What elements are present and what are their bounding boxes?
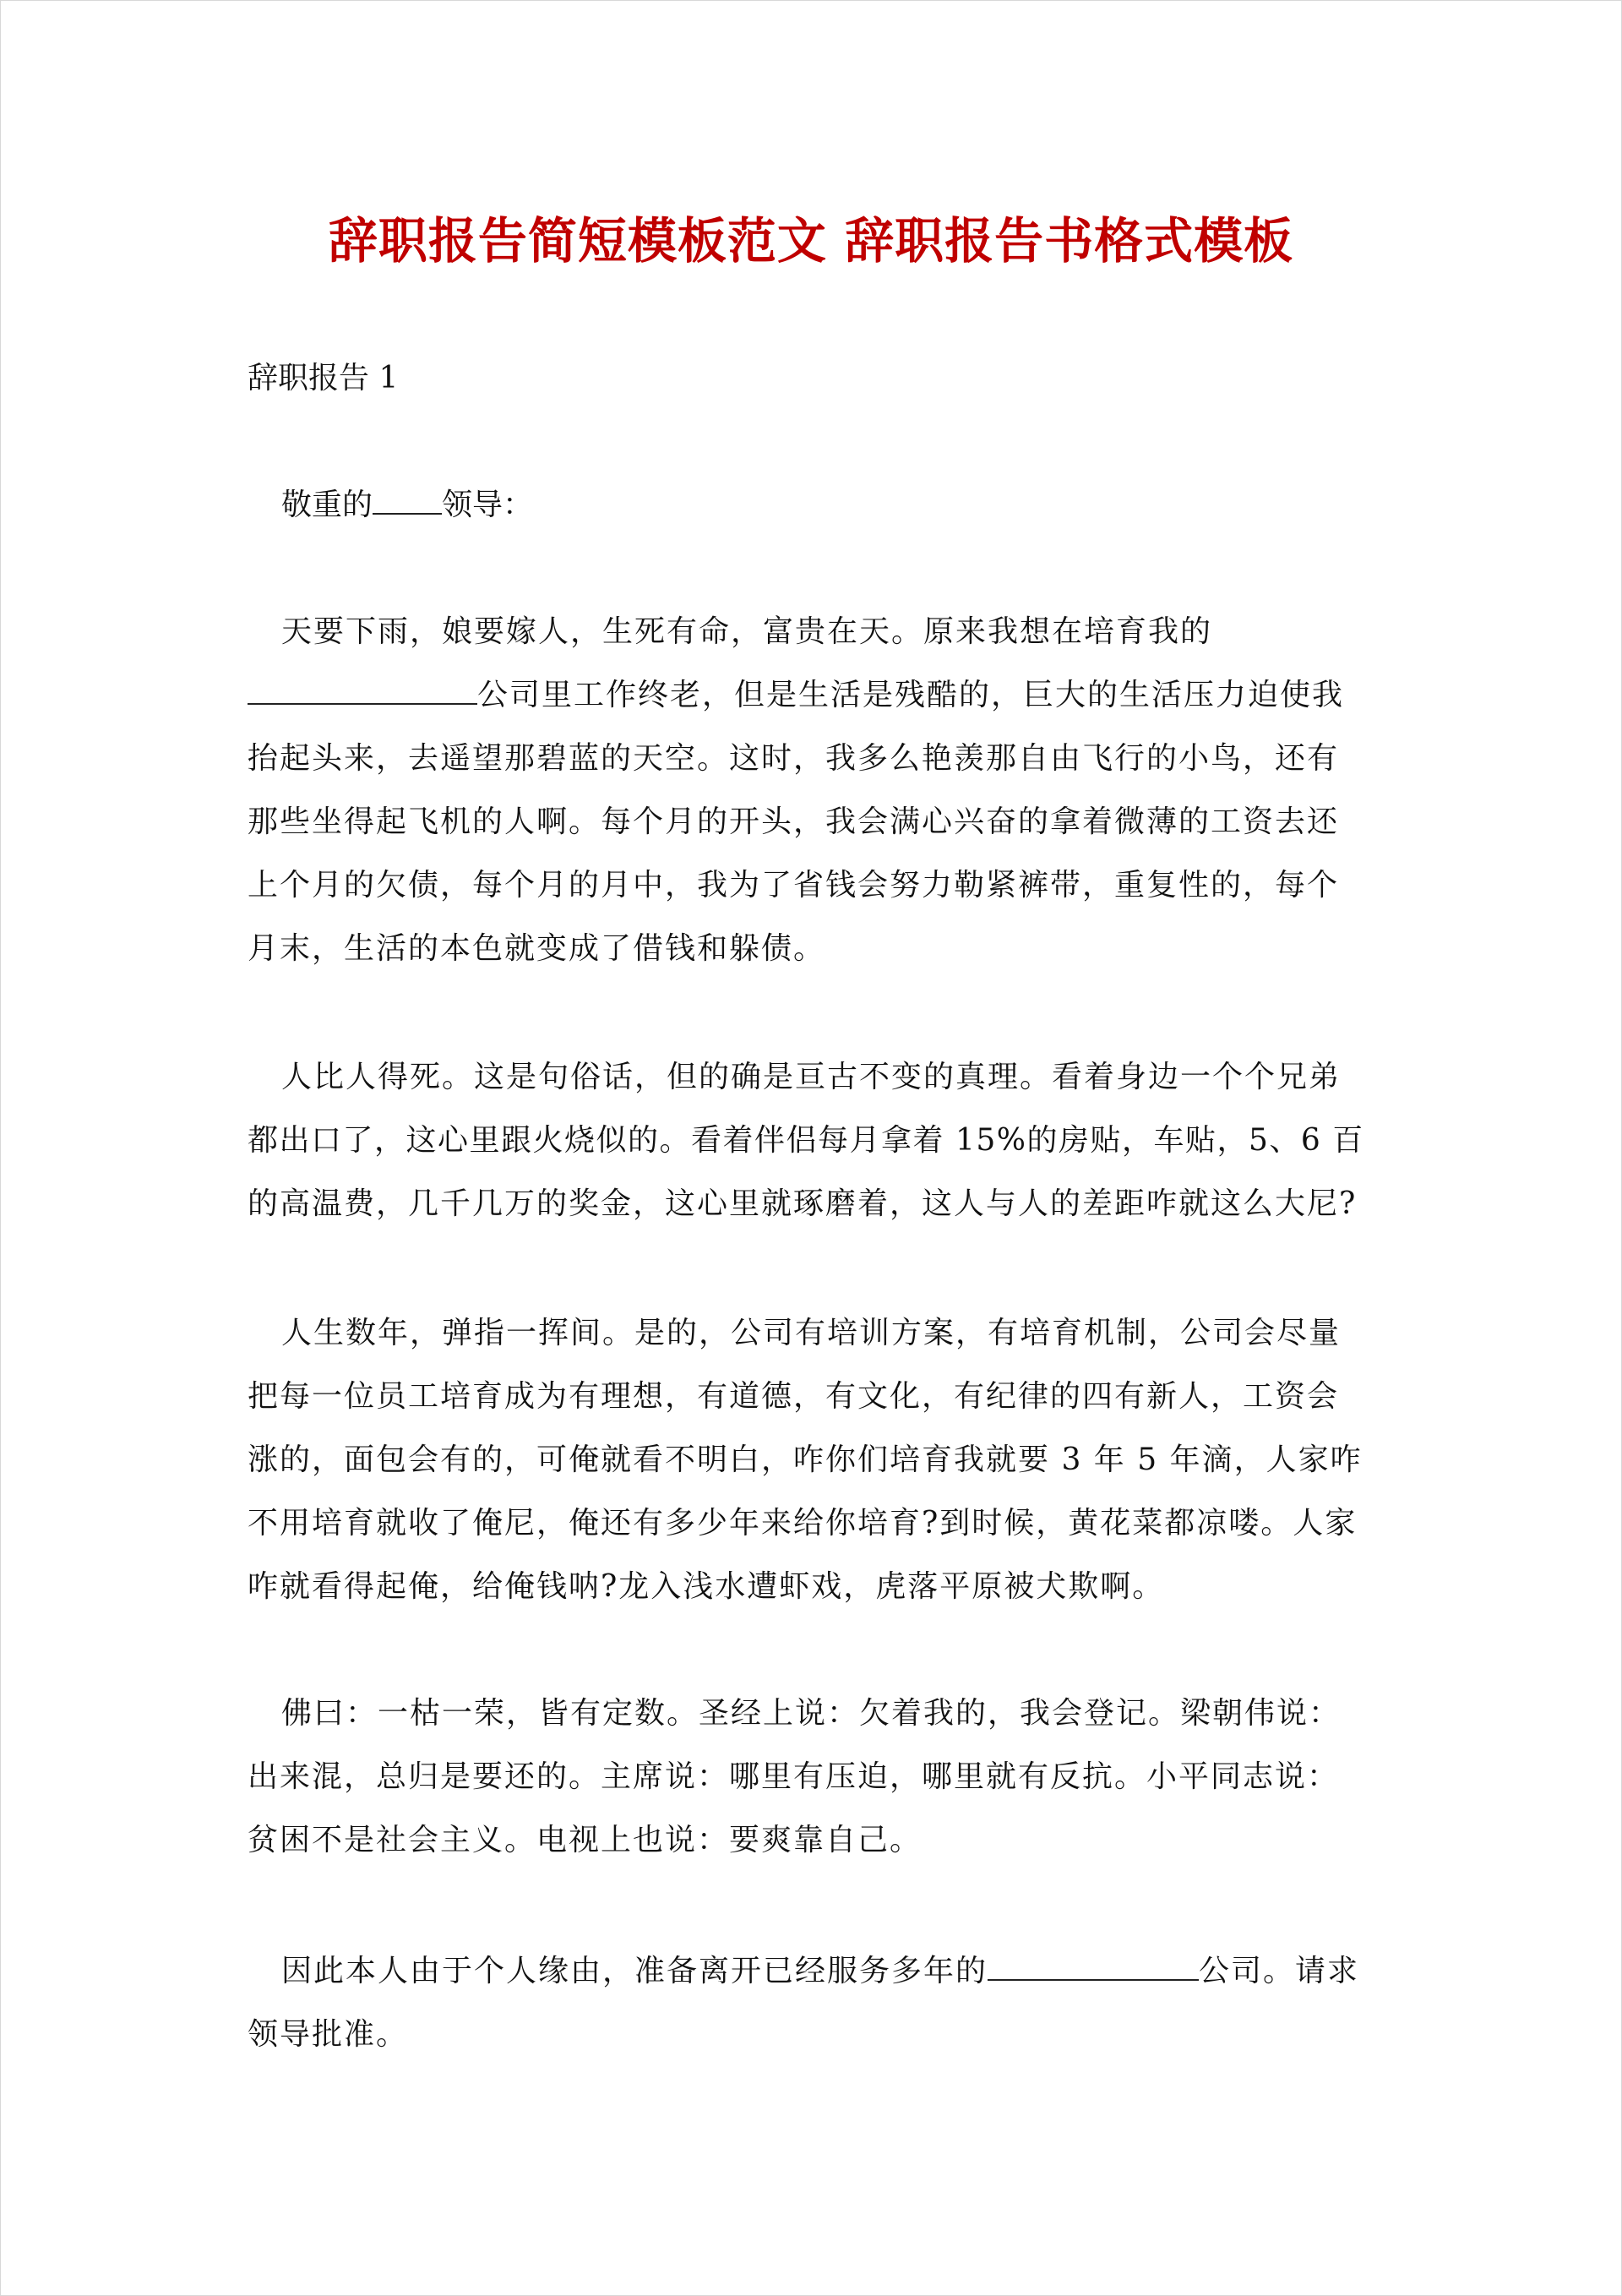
paragraph-line-text: 公司里工作终老，但是生活是残酷的，巨大的生活压力迫使我 xyxy=(477,678,1345,712)
paragraph-4 xyxy=(248,1682,1375,1872)
paragraph-line: 佛曰：一枯一荣，皆有定数。圣经上说：欠着我的，我会登记。梁朝伟说： xyxy=(281,1696,1342,1731)
paragraph-line: 人生数年，弹指一挥间。是的，公司有培训方案，有培育机制，公司会尽量 xyxy=(281,1316,1342,1350)
salutation-suffix: 领导： xyxy=(442,488,534,522)
paragraph-line: 涨的，面包会有的，可俺就看不明白，咋你们培育我就要 3 年 5 年滴，人家咋 xyxy=(248,1442,1363,1477)
paragraph-line: 咋就看得起俺，给俺钱呐?龙入浅水遭虾戏，虎落平原被犬欺啊。 xyxy=(248,1569,1165,1604)
paragraph-line-text: 因此本人由于个人缘由，准备离开已经服务多年的 xyxy=(281,1954,988,1988)
paragraph-1 xyxy=(248,600,1375,980)
paragraph-line: 领导批准。 xyxy=(248,2017,409,2052)
paragraph-line: 上个月的欠债，每个月的月中，我为了省钱会努力勒紧裤带，重复性的，每个 xyxy=(248,868,1340,903)
paragraph-line: 都出口了，这心里跟火烧似的。看着伴侣每月拿着 15%的房贴，车贴，5、6 百 xyxy=(248,1123,1364,1158)
paragraph-line xyxy=(248,1939,1375,2003)
salutation-prefix: 敬重的 xyxy=(281,488,373,522)
paragraph-line-text: 公司。请求 xyxy=(1199,1954,1360,1988)
paragraph-line: 出来混，总归是要还的。主席说：哪里有压迫，哪里就有反抗。小平同志说： xyxy=(248,1759,1340,1794)
salutation xyxy=(281,482,533,529)
paragraph-line: 不用培育就收了俺尼，俺还有多少年来给你培育?到时候，黄花菜都凉喽。人家 xyxy=(248,1506,1358,1541)
paragraph-3 xyxy=(248,1301,1375,1618)
paragraph-line: 抬起头来，去遥望那碧蓝的天空。这时，我多么艳羡那自由飞行的小鸟，还有 xyxy=(248,741,1340,776)
paragraph-line xyxy=(248,663,1375,727)
paragraph-line: 把每一位员工培育成为有理想，有道德，有文化，有纪律的四有新人，工资会 xyxy=(248,1379,1340,1414)
paragraph-2 xyxy=(248,1045,1375,1235)
paragraph-line: 月末，生活的本色就变成了借钱和躲债。 xyxy=(248,931,826,966)
document-title: 辞职报告简短模板范文 辞职报告书格式模板 xyxy=(328,212,1294,270)
paragraph-line: 贫困不是社会主义。电视上也说：要爽靠自己。 xyxy=(248,1823,923,1857)
company-blank xyxy=(988,1954,1199,1981)
section-heading: 辞职报告 1 xyxy=(248,361,399,395)
paragraph-5 xyxy=(248,1939,1375,2066)
paragraph-line: 天要下雨，娘要嫁人，生死有命，富贵在天。原来我想在培育我的 xyxy=(281,614,1213,649)
paragraph-line: 的高温费，几千几万的奖金，这心里就琢磨着，这人与人的差距咋就这么大尼? xyxy=(248,1186,1358,1221)
company-blank xyxy=(248,678,477,705)
paragraph-line: 那些坐得起飞机的人啊。每个月的开头，我会满心兴奋的拿着微薄的工资去还 xyxy=(248,804,1340,839)
name-blank xyxy=(373,488,442,515)
paragraph-line: 人比人得死。这是句俗话，但的确是亘古不变的真理。看着身边一个个兄弟 xyxy=(281,1060,1342,1094)
